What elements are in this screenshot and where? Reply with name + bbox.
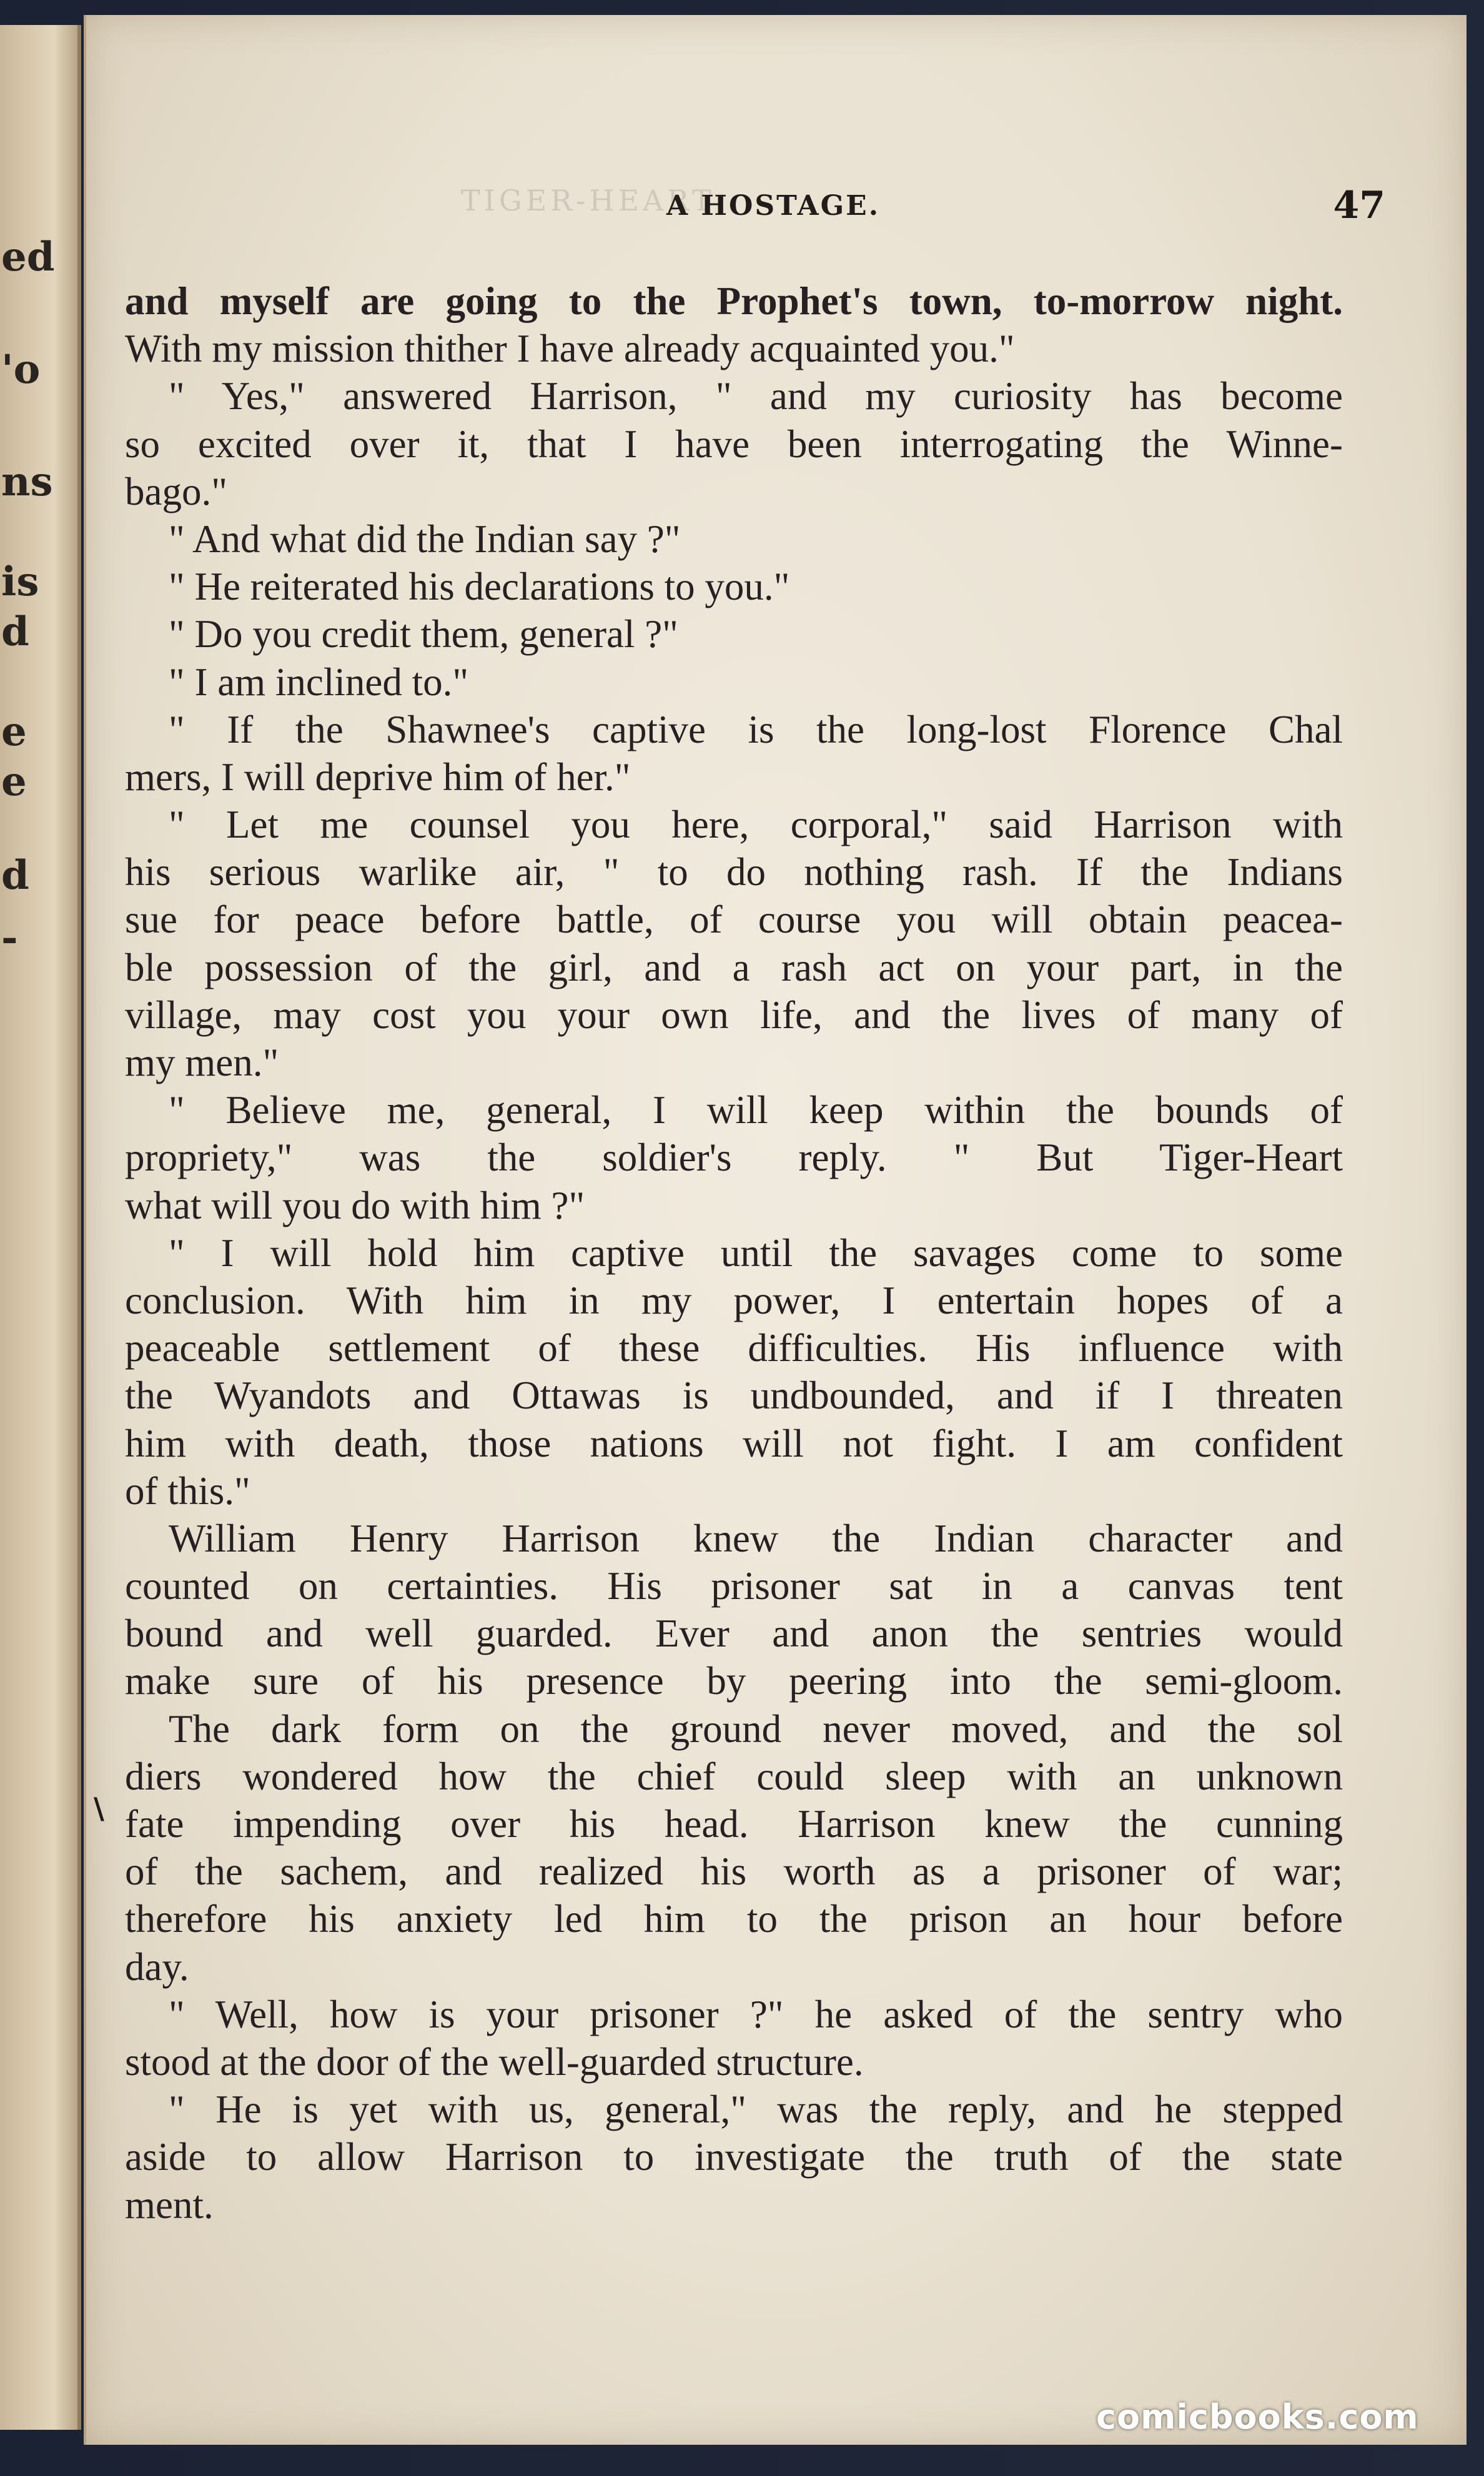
text-line: The dark form on the ground never moved, and the sol: [169, 1706, 1343, 1751]
text-line: " He reiterated his declarations to you.": [169, 565, 790, 609]
text-line: propriety," was the soldier's reply. " But Tiger-Heart: [125, 1136, 1343, 1180]
margin-mark: \: [94, 1791, 104, 1825]
text-line: peaceable settlement of these difficulties. His influence with: [125, 1326, 1343, 1370]
text-line: make sure of his presence by peering into the semi-gloom.: [125, 1659, 1343, 1703]
text-line: " I will hold him captive until the savages come to some: [169, 1231, 1343, 1275]
text-line: " I am inclined to.": [169, 660, 469, 704]
text-line: " Yes," answered Harrison, " and my curiosity has become: [169, 374, 1343, 418]
text-line: " Do you credit them, general ?": [169, 612, 678, 656]
text-line: and myself are going to the Prophet's town, to-morrow night.: [125, 279, 1343, 323]
prev-page-fragment: is: [1, 558, 39, 605]
text-line: William Henry Harrison knew the Indian character and: [169, 1516, 1343, 1560]
text-line: conclusion. With him in my power, I entertain hopes of a: [125, 1278, 1343, 1322]
prev-page-fragment: 'o: [1, 346, 41, 393]
text-line: diers wondered how the chief could sleep with an unknown: [125, 1754, 1343, 1798]
prev-page-fragment: ed: [1, 234, 55, 280]
text-line: With my mission thither I have already acquainted you.": [125, 327, 1015, 371]
prev-page-fragment: -: [1, 914, 18, 961]
prev-page-fragment: d: [1, 608, 29, 655]
text-line: ble possession of the girl, and a rash act on your part, in the: [125, 945, 1343, 989]
text-line: " And what did the Indian say ?": [169, 517, 681, 561]
text-line: " He is yet with us, general," was the reply, and he stepped: [169, 2087, 1343, 2132]
text-line: " Let me counsel you here, corporal," said Harrison with: [169, 803, 1343, 847]
text-line: aside to allow Harrison to investigate the truth of the state: [125, 2135, 1343, 2179]
text-line: of this.": [125, 1468, 250, 1513]
running-head: [86, 184, 1467, 227]
page-body: [125, 277, 1343, 2229]
text-line: so excited over it, that I have been interrogating the Winne-: [125, 422, 1343, 466]
text-line: " If the Shawnee's captive is the long-lost Florence Chal: [169, 707, 1343, 751]
text-line: " Well, how is your prisoner ?" he asked of the sentry who: [169, 1992, 1343, 2036]
text-line: sue for peace before battle, of course you will obtain peacea-: [125, 898, 1343, 942]
text-line: counted on certainties. His prisoner sat in a canvas tent: [125, 1564, 1343, 1608]
text-line: stood at the door of the well-guarded structure.: [125, 2039, 864, 2084]
text-line: the Wyandots and Ottawas is undbounded, and if I threaten: [125, 1374, 1343, 1418]
text-line: therefore his anxiety led him to the prison an hour before: [125, 1897, 1343, 1941]
prev-page-fragment: e: [1, 758, 27, 805]
text-line: " Believe me, general, I will keep within the bounds of: [169, 1088, 1343, 1132]
text-line: what will you do with him ?": [125, 1183, 585, 1227]
bleed-through-text: TIGER-HEART: [461, 184, 715, 217]
site-watermark: comicbooks.com: [1096, 2397, 1419, 2437]
text-line: my men.": [125, 1041, 279, 1084]
text-line: bound and well guarded. Ever and anon the sentries would: [125, 1612, 1343, 1656]
text-line: day.: [125, 1944, 189, 1989]
text-line: of the sachem, and realized his worth as a prisoner of war;: [125, 1850, 1343, 1894]
text-line: fate impending over his head. Harrison knew the cunning: [125, 1802, 1343, 1846]
prev-page-fragment: ns: [1, 458, 53, 505]
text-line: his serious warlike air, " to do nothing rash. If the Indians: [125, 850, 1343, 894]
text-line: ment.: [125, 2182, 214, 2227]
prev-page-fragment: d: [1, 852, 29, 899]
chapter-title: A HOSTAGE.: [666, 190, 881, 222]
previous-page-edge: [0, 25, 81, 2430]
book-page: [84, 15, 1467, 2445]
prev-page-fragment: e: [1, 708, 27, 755]
text-line: him with death, those nations will not fight. I am confident: [125, 1421, 1343, 1465]
text-line: bago.": [125, 469, 227, 513]
text-line: village, may cost you your own life, and the lives of many of: [125, 993, 1343, 1037]
text-line: mers, I will deprive him of her.": [125, 755, 631, 799]
page-number: 47: [1333, 184, 1385, 227]
